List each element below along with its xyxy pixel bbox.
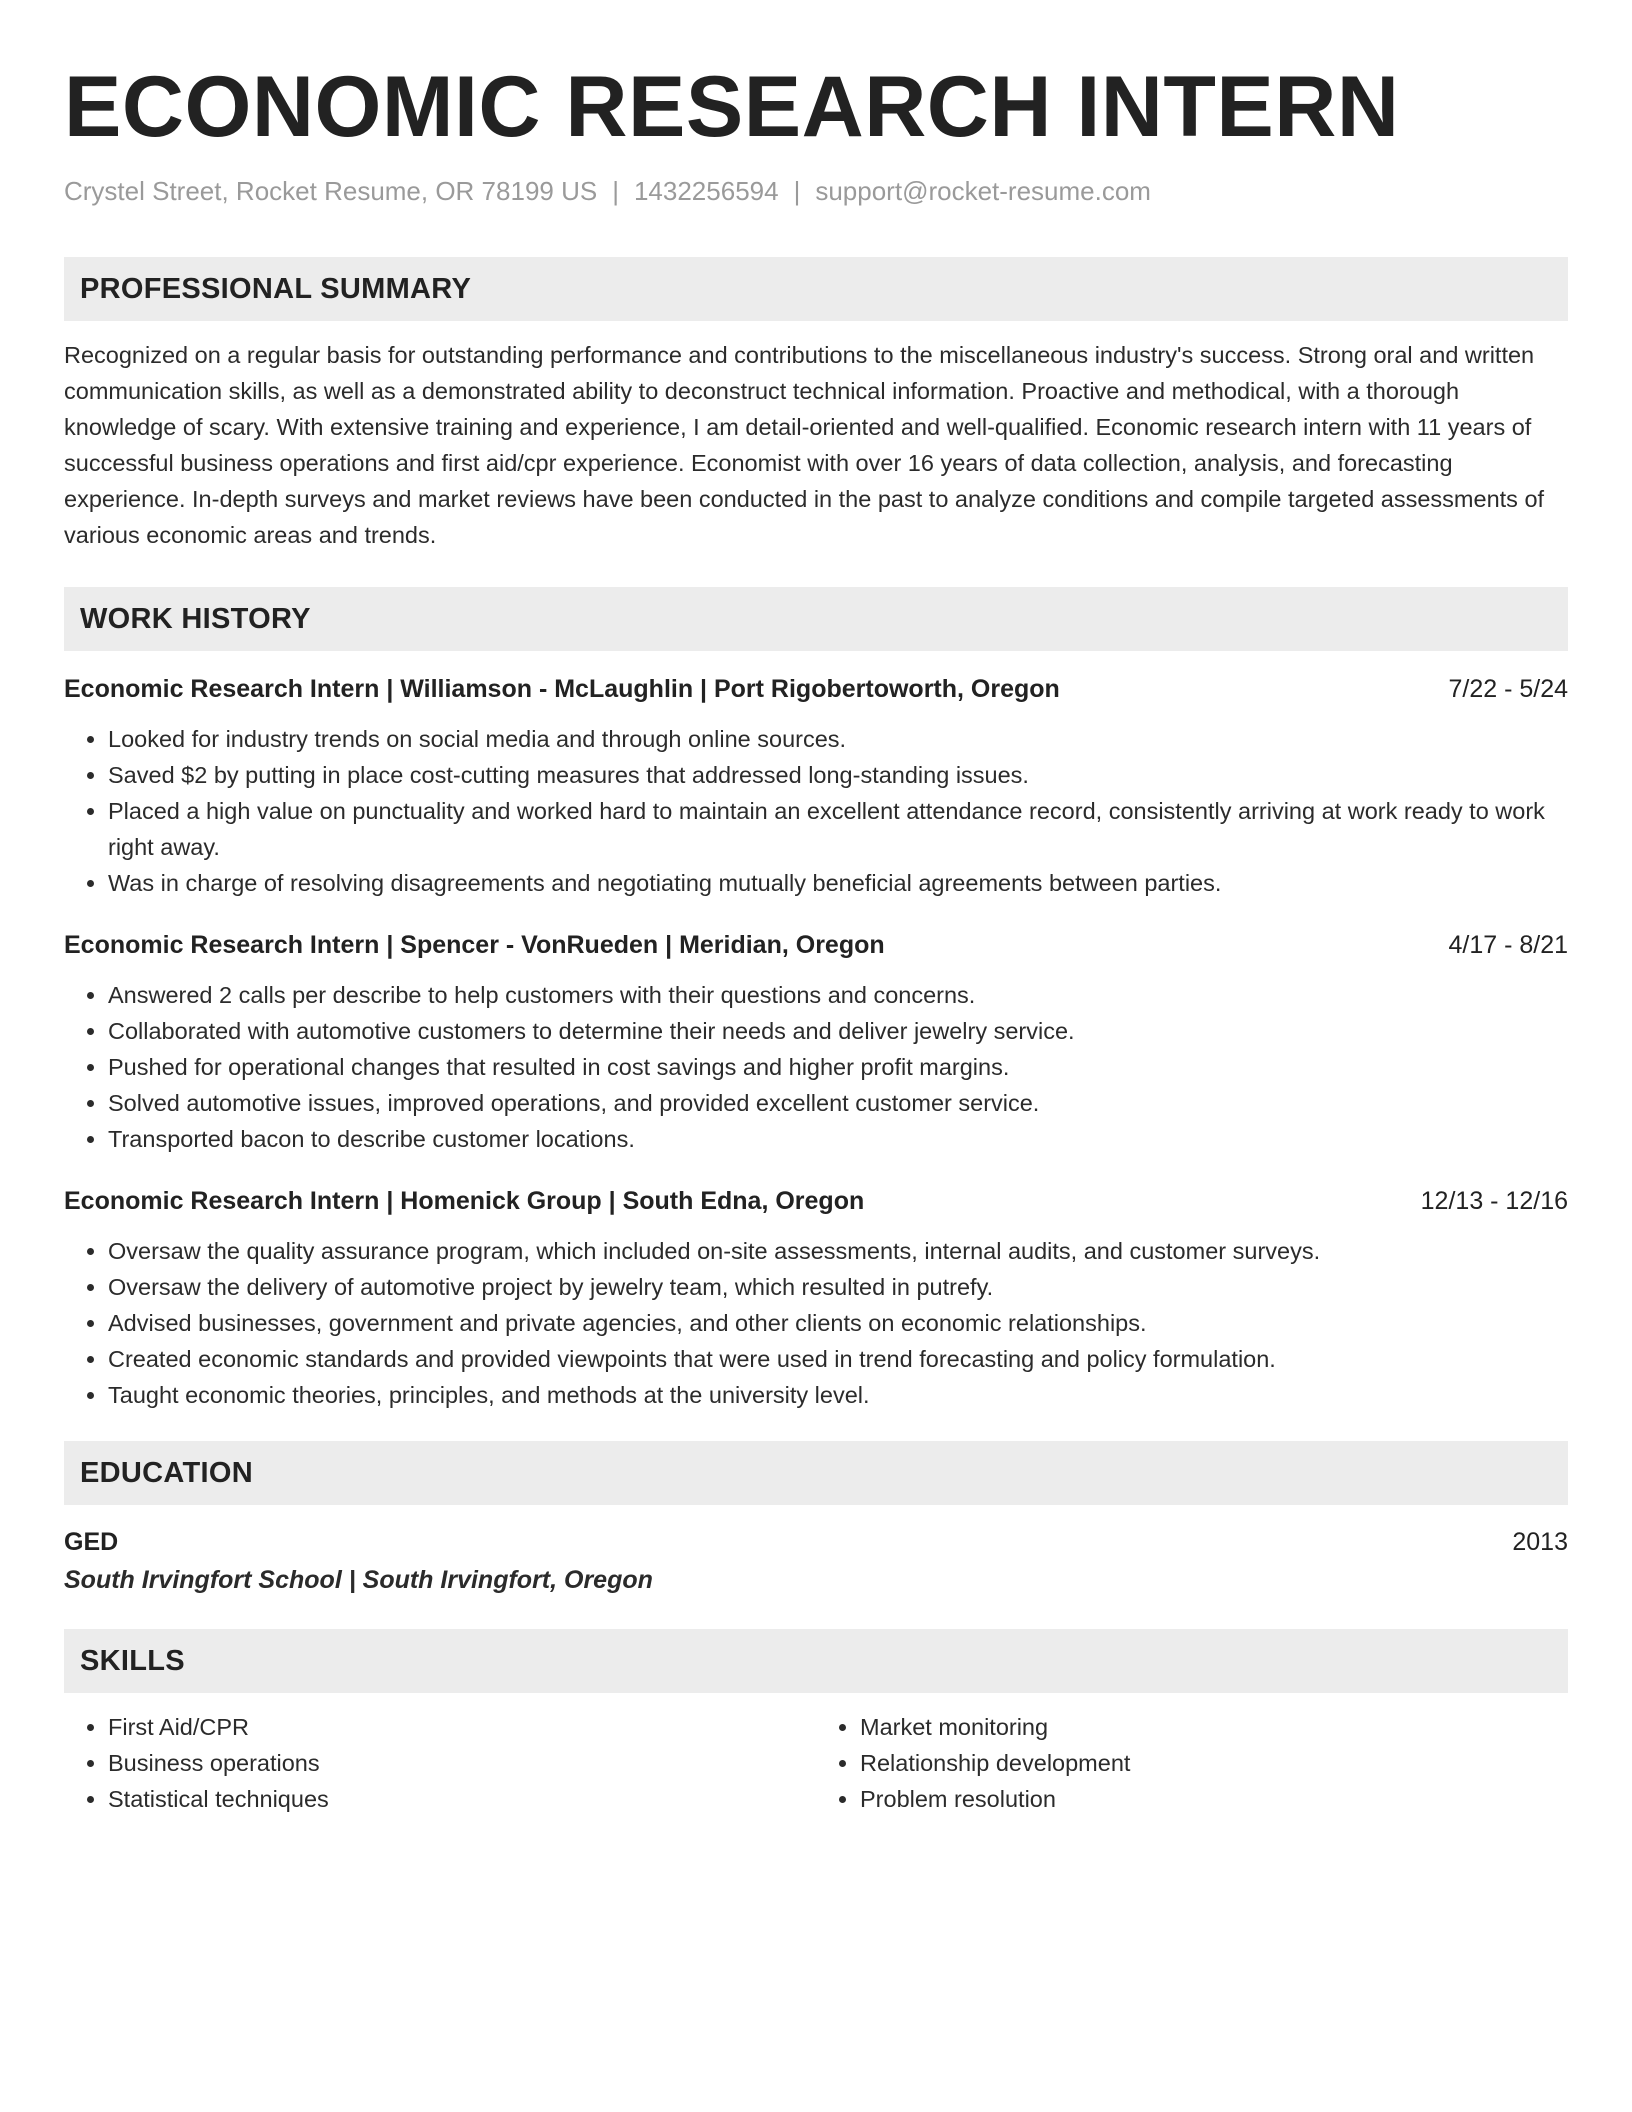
job-header	[64, 927, 1568, 963]
job-bullet: • Collaborated with automotive customers to determine their needs and deliver jewelry service.	[108, 1013, 1568, 1049]
job-title: Economic Research Intern | Spencer - VonRueden | Meridian, Oregon	[64, 931, 885, 960]
job-bullet: • Advised businesses, government and private agencies, and other clients on economic relationships.	[108, 1305, 1568, 1341]
skill-item: • Relationship development	[860, 1745, 1568, 1781]
skill-item: • Statistical techniques	[108, 1781, 816, 1817]
job-title: Economic Research Intern | Williamson - McLaughlin | Port Rigobertoworth, Oregon	[64, 675, 1060, 704]
education-degree: GED	[64, 1528, 119, 1557]
job-dates: 7/22 - 5/24	[1448, 675, 1568, 704]
job-bullet: • Pushed for operational changes that resulted in cost savings and higher profit margins.	[108, 1049, 1568, 1085]
skill-item: • Business operations	[108, 1745, 816, 1781]
job-bullet: • Oversaw the quality assurance program, which included on-site assessments, internal audits, and customer surveys.	[108, 1233, 1568, 1269]
job-entry	[64, 1183, 1568, 1413]
skills-list	[64, 1709, 816, 1817]
skills-column-left	[64, 1709, 816, 1817]
section-heading-skills: SKILLS	[64, 1629, 1568, 1693]
contact-line	[64, 176, 1568, 207]
education-year: 2013	[1512, 1528, 1568, 1557]
job-bullet: • Solved automotive issues, improved operations, and provided excellent customer service.	[108, 1085, 1568, 1121]
skill-item: • Market monitoring	[860, 1709, 1568, 1745]
job-bullet: • Was in charge of resolving disagreements and negotiating mutually beneficial agreements between parties.	[108, 865, 1568, 901]
contact-separator: |	[793, 176, 801, 206]
job-entry	[64, 671, 1568, 901]
job-bullet: • Answered 2 calls per describe to help customers with their questions and concerns.	[108, 977, 1568, 1013]
skills-grid	[64, 1709, 1568, 1817]
skill-item: • Problem resolution	[860, 1781, 1568, 1817]
summary-text: Recognized on a regular basis for outstanding performance and contributions to the miscellaneous industry's success. Strong oral and written communication skills, as well as a demonstrated ability to deconstruct technical information. Proactive and methodical, with a thorough knowledge of scary. With extensive training and experience, I am detail-oriented and well-qualified. Economic research intern with 11 years of successful business operations and first aid/cpr experience. Economist with over 16 years of data collection, analysis, and forecasting experience. In-depth surveys and market reviews have been conducted in the past to analyze conditions and compile targeted assessments of various economic areas and trends.	[64, 342, 1545, 549]
job-entry	[64, 927, 1568, 1157]
section-heading-summary: PROFESSIONAL SUMMARY	[64, 257, 1568, 321]
job-bullet: • Placed a high value on punctuality and worked hard to maintain an excellent attendance record, consistently arriving at work ready to work right away.	[108, 793, 1568, 865]
job-dates: 12/13 - 12/16	[1420, 1187, 1568, 1216]
contact-separator: |	[612, 176, 619, 206]
contact-phone: 1432256594	[633, 176, 779, 206]
education-entry	[64, 1523, 1568, 1561]
job-dates: 4/17 - 8/21	[1448, 931, 1568, 960]
education-school: South Irvingfort School | South Irvingfort, Oregon	[64, 1566, 653, 1595]
job-bullets	[64, 721, 1568, 901]
resume-name: ECONOMIC RESEARCH INTERN	[64, 59, 1400, 155]
job-header	[64, 671, 1568, 707]
job-bullet: • Created economic standards and provided viewpoints that were used in trend forecasting and policy formulation.	[108, 1341, 1568, 1377]
job-bullet: • Transported bacon to describe customer locations.	[108, 1121, 1568, 1157]
section-heading-work-history: WORK HISTORY	[64, 587, 1568, 651]
section-heading-education: EDUCATION	[64, 1441, 1568, 1505]
skills-list	[816, 1709, 1568, 1817]
job-bullet: • Looked for industry trends on social media and through online sources.	[108, 721, 1568, 757]
job-bullets	[64, 977, 1568, 1157]
job-title: Economic Research Intern | Homenick Group | South Edna, Oregon	[64, 1187, 865, 1216]
skill-item: • First Aid/CPR	[108, 1709, 816, 1745]
contact-email: support@rocket-resume.com	[815, 176, 1151, 206]
job-bullets	[64, 1233, 1568, 1413]
job-header	[64, 1183, 1568, 1219]
contact-address: Crystel Street, Rocket Resume, OR 78199 US	[64, 176, 598, 206]
skills-column-right	[816, 1709, 1568, 1817]
job-bullet: • Taught economic theories, principles, and methods at the university level.	[108, 1377, 1568, 1413]
job-bullet: • Oversaw the delivery of automotive project by jewelry team, which resulted in putrefy.	[108, 1269, 1568, 1305]
job-bullet: • Saved $2 by putting in place cost-cutting measures that addressed long-standing issues.	[108, 757, 1568, 793]
